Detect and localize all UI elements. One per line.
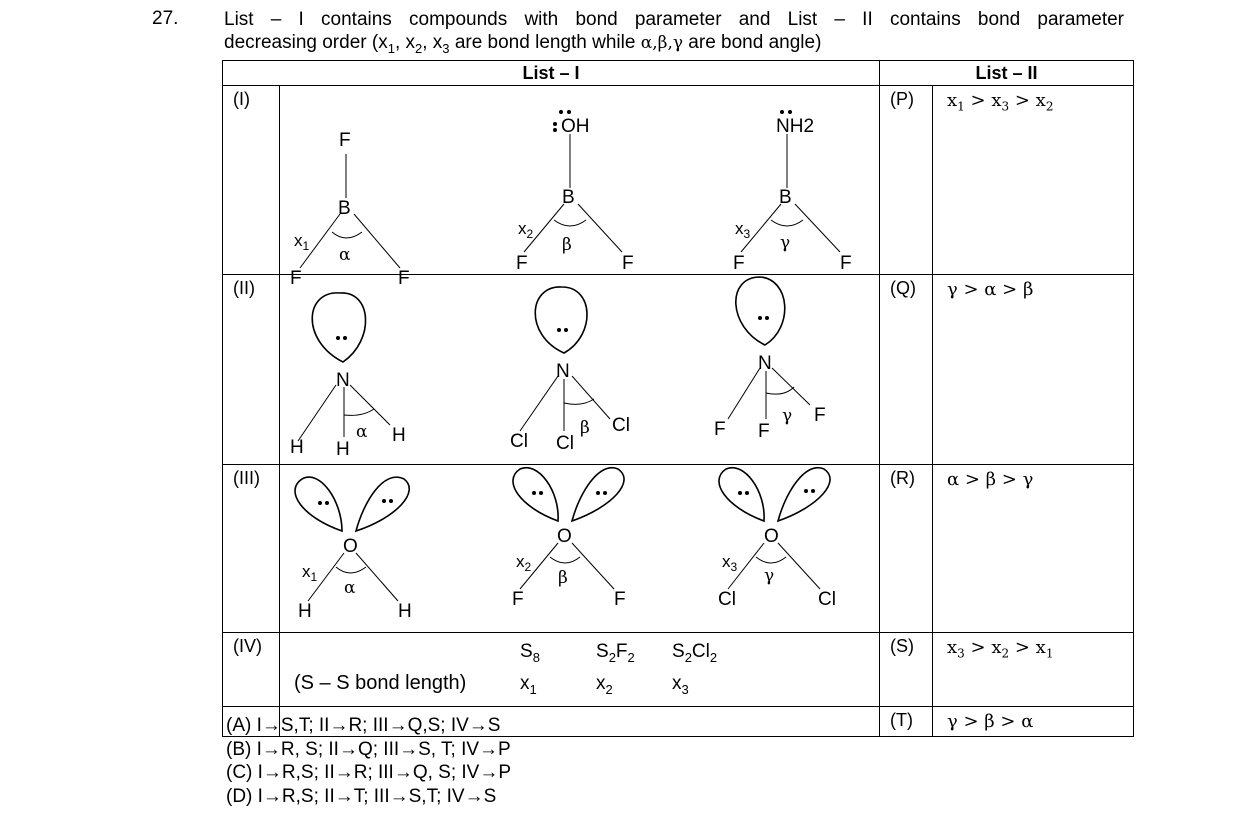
list-1-header: List – I [223, 61, 880, 86]
value-s: $x_3 > x_2 > x_1$ [933, 633, 1134, 707]
nh3-h-center: H [336, 439, 350, 460]
code-q: (Q) [880, 275, 933, 465]
code-s: (S) [880, 633, 933, 707]
h2o-center-atom: O [343, 536, 358, 557]
ncl3-angle: β [580, 418, 590, 438]
question-line-1: List – I contains compounds with bond parameter and List – II contains bond parameter [224, 9, 1124, 30]
of2-angle: β [558, 568, 568, 588]
bf3-right-atom: F [398, 268, 410, 289]
answer-options [226, 714, 511, 808]
bf3-angle: α [339, 245, 351, 265]
option-a[interactable]: (A) I→S,T; II→R; III→Q,S; IV→S [226, 715, 501, 736]
bf2nh2-right-atom: F [840, 253, 852, 274]
option-d[interactable]: (D) I→R,S; II→T; III→S,T; IV→S [226, 785, 497, 807]
bf2nh2-angle: γ [780, 233, 791, 253]
ox2-structures [280, 465, 879, 627]
option-b[interactable]: (B) I→R, S; II→Q; III→S, T; IV→P [226, 738, 511, 760]
nf3-f-center: F [758, 421, 770, 442]
nh3-h-right: H [392, 425, 406, 446]
row-label-2: (II) [223, 275, 280, 465]
code-p: (P) [880, 86, 933, 275]
question-greek: α,β,γ [640, 33, 684, 53]
question-number: 27. [152, 8, 179, 29]
nf3-angle: γ [782, 406, 793, 426]
match-table [222, 60, 1134, 737]
nh3-h-left: H [290, 437, 304, 458]
option-c[interactable]: (C) I→R,S; II→R; III→Q, S; IV→P [226, 762, 512, 783]
bf2oh-right-atom: F [622, 253, 634, 274]
question-text [224, 8, 1124, 60]
row-label-3: (III) [223, 465, 280, 633]
question-bond-length-phrase: are bond length while [454, 32, 636, 53]
value-r: α > β > γ [933, 465, 1134, 633]
question-suffix: are bond angle) [688, 32, 822, 53]
nf3-center-atom: N [758, 353, 772, 374]
svg-text:S2F2: $S_2F_2$ [596, 641, 635, 665]
bf2oh-center-atom: B [562, 187, 575, 208]
nh3-center-atom: N [336, 370, 350, 391]
svg-text:x3: $x_3$ [722, 552, 738, 574]
of2-f-right: F [614, 589, 626, 610]
list-2-header: List – II [880, 61, 1134, 86]
svg-text:S8: $S_8$ [520, 641, 540, 665]
ocl2-cl-left: Cl [718, 589, 736, 610]
row-2-structures [280, 275, 880, 465]
ocl2-angle: γ [764, 566, 775, 586]
h2o-h-right: H [398, 601, 412, 622]
ocl2-cl-right: Cl [818, 589, 836, 610]
code-t: (T) [880, 707, 933, 737]
bf2oh-angle: β [562, 235, 572, 255]
code-r: (R) [880, 465, 933, 633]
svg-text:x3: $x_3$ [735, 219, 751, 241]
svg-text:x2: $x_2$ [516, 552, 532, 574]
s-s-bond-row [280, 633, 879, 701]
svg-text:x1: $x_1$ [302, 562, 318, 584]
ncl3-cl-right: Cl [612, 415, 630, 436]
question-line-2: decreasing order ($x_1$, $x_2$, $x_3$ are bond length while α,β,γ are bond angle) [224, 32, 822, 56]
row-3-structures [280, 465, 880, 633]
row-1-structures [280, 86, 880, 289]
bf2oh-left-atom: F [516, 253, 528, 274]
nh3-angle: α [356, 422, 368, 442]
svg-text:x2: $x_2$ [596, 673, 613, 697]
s-s-bond-length-note: (S – S bond length) [294, 672, 467, 694]
nf3-f-left: F [714, 419, 726, 440]
h2o-angle: α [344, 578, 356, 598]
svg-text:x1: $x_1$ [294, 231, 310, 253]
value-q: γ > α > β [933, 275, 1134, 465]
bf3-top-atom: F [339, 130, 351, 151]
h2o-h-left: H [298, 601, 312, 622]
svg-text:x3: $x_3$ [672, 673, 689, 697]
svg-text:x1: $x_1$ [520, 673, 537, 697]
bf3-structures [280, 86, 879, 289]
bf2nh2-center-atom: B [779, 187, 792, 208]
svg-text:S2Cl2: $S_2Cl_2$ [672, 641, 718, 665]
row-label-1: (I) [223, 86, 280, 275]
of2-center-atom: O [557, 526, 572, 547]
ocl2-center-atom: O [764, 526, 779, 547]
svg-text:x2: $x_2$ [518, 219, 534, 241]
value-t: γ > β > α [933, 707, 1134, 737]
ncl3-center-atom: N [556, 361, 570, 382]
bf2nh2-top-atom: NH2 [776, 116, 815, 137]
bf3-center-atom: B [338, 198, 351, 219]
bf3-left-atom: F [290, 268, 302, 289]
ncl3-cl-left: Cl [510, 431, 528, 452]
nf3-f-right: F [814, 405, 826, 426]
nx3-structures [280, 275, 879, 459]
bf2nh2-left-atom: F [733, 253, 745, 274]
bf2oh-top-atom: OH [561, 116, 590, 137]
row-label-4: (IV) [223, 633, 280, 707]
value-p: $x_1 > x_3 > x_2$ [933, 86, 1134, 275]
ncl3-cl-center: Cl [556, 433, 574, 454]
of2-f-left: F [512, 589, 524, 610]
row-4-content [280, 633, 880, 707]
